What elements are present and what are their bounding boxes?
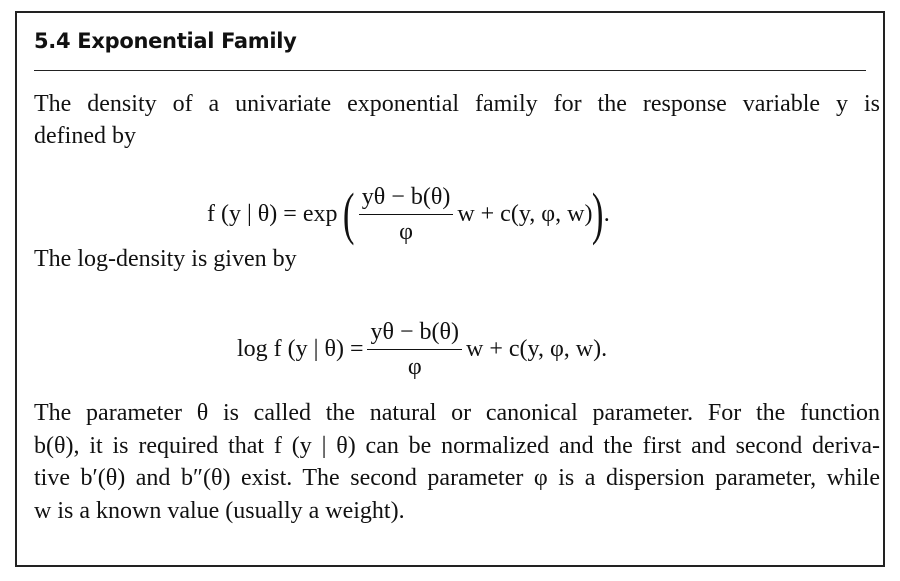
log-density-fraction [367, 317, 462, 382]
parameter-paragraph [34, 397, 880, 527]
density-lhs: f (y | θ) = exp [207, 200, 338, 227]
parameter-line-3: tive b′(θ) and b″(θ) exist. The second parameter φ is a dispersion parameter, while [34, 465, 880, 491]
title-rule [34, 70, 866, 71]
parameter-line-1: The parameter θ is called the natural or canonical parameter. For the function [34, 400, 880, 426]
density-end: . [603, 200, 610, 227]
intro-line-2: defined by [34, 123, 136, 149]
intro-paragraph [34, 88, 880, 152]
section-title: 5.4 Exponential Family [34, 29, 297, 53]
section-box [15, 11, 885, 567]
log-density-intro: The log-density is given by [34, 246, 297, 272]
log-density-numerator: yθ − b(θ) [367, 317, 462, 350]
right-paren-icon: ) [592, 181, 604, 246]
density-numerator: yθ − b(θ) [359, 182, 454, 215]
log-density-denominator: φ [407, 353, 422, 380]
left-paren-icon: ( [343, 181, 355, 246]
log-density-lhs: log f (y | θ) = [237, 335, 364, 362]
density-fraction [359, 182, 454, 247]
density-denominator: φ [399, 218, 413, 245]
parameter-line-2: b(θ), it is required that f (y | θ) can be normalized and the first and second deriva- [34, 432, 880, 459]
log-density-equation [237, 309, 607, 389]
parameter-line-4: w is a known value (usually a weight). [34, 497, 405, 524]
log-density-rest: w + c(y, φ, w). [466, 335, 608, 362]
intro-line-1: The density of a univariate exponential family for the response variable y is [34, 91, 880, 117]
density-rest: w + c(y, φ, w) [457, 200, 593, 227]
